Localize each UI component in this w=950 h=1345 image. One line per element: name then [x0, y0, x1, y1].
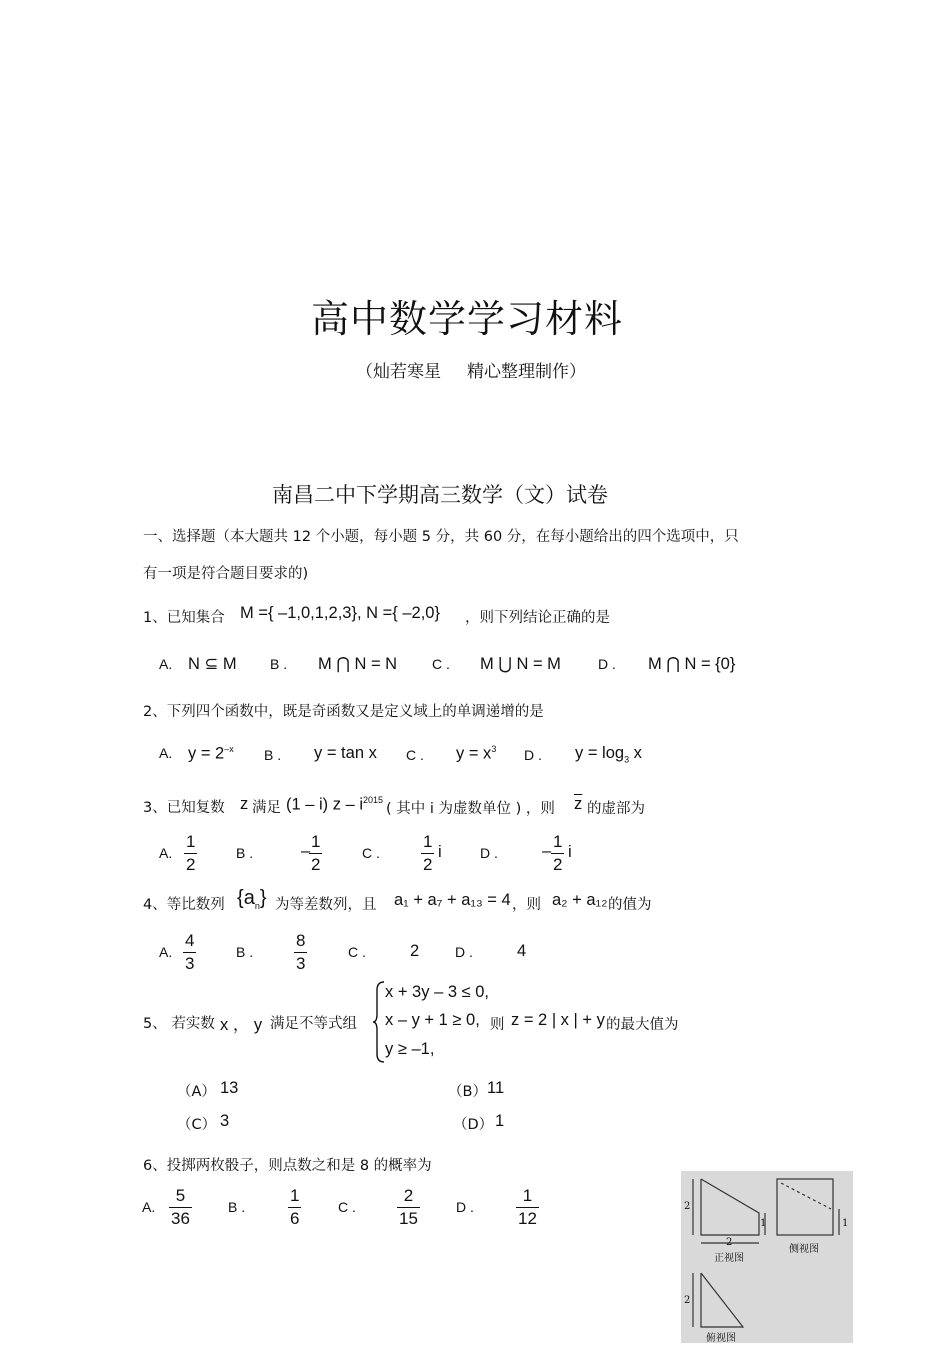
q2-option-d-label: D .	[524, 747, 542, 763]
q4-option-d: 4	[517, 942, 527, 960]
q1-option-b: M ⋂ N = N	[318, 655, 398, 673]
q2-option-a-label: A.	[159, 745, 173, 761]
q5-system-brace	[372, 980, 386, 1064]
q2-option-b-label: B .	[264, 747, 282, 763]
top-view-label: 俯视图	[706, 1333, 736, 1344]
figure-dim-front-height: 2	[684, 1201, 691, 1212]
q3-mid2: ( 其中 i 为虚数单位 ) ，则	[386, 801, 555, 817]
q3-option-d-label: D .	[480, 845, 498, 861]
q3-expression: (1 – i) z – $i^{2015}$	[286, 795, 384, 814]
section-instructions-line1: 一、选择题（本大题共 12 个小题，每小题 5 分，共 60 分，在每小题给出的四个选项中，只	[143, 529, 739, 545]
q4-expression: a₁ + a₇ + a₁₃ = 4	[394, 891, 511, 909]
q6-option-b-label: B .	[228, 1199, 246, 1215]
q3-option-b-sign: –	[301, 842, 311, 860]
q4-option-a-label: A.	[159, 944, 173, 960]
q6-option-a-label: A.	[142, 1199, 156, 1215]
q3-suffix: 的虚部为	[587, 801, 645, 817]
q3-option-a: $\frac{1}{2}$	[186, 832, 196, 874]
q6-stem: 6、投掷两枚骰子，则点数之和是 8 的概率为	[143, 1158, 432, 1174]
q2-option-c-label: C .	[406, 747, 424, 763]
q5-option-c: 3	[220, 1112, 230, 1130]
q1-option-c: M ⋃ N = M	[480, 655, 561, 673]
q4-sequence: $\{a_n\}$	[237, 887, 267, 911]
q6-option-c-label: C .	[338, 1199, 356, 1215]
q3-option-d: $\frac{1}{2}$	[553, 832, 563, 874]
figure-dim-front-right: 1	[760, 1218, 767, 1229]
front-view-shape	[701, 1179, 759, 1235]
q5-option-b: 11	[487, 1079, 505, 1097]
q5-option-d-label: （D）	[453, 1117, 494, 1133]
q3-option-c-unit: i	[438, 843, 442, 861]
q5-inequality-2: x – y + 1 ≥ 0,	[385, 1011, 480, 1029]
side-view-label: 侧视图	[789, 1244, 819, 1255]
q5-option-b-label: （B）	[448, 1084, 487, 1100]
q2-option-d: $y = \log_3 x$	[575, 744, 642, 765]
q4-option-b: $\frac{8}{3}$	[296, 931, 306, 973]
q1-option-d-label: D .	[598, 656, 616, 672]
figure-dim-top-height: 2	[684, 1295, 691, 1306]
q4-suffix: 的值为	[608, 897, 652, 913]
q5-option-a-label: （A）	[177, 1084, 216, 1100]
figure-dim-front-width: 2	[726, 1237, 733, 1248]
top-view-shape	[701, 1273, 743, 1327]
q5-mid: 满足不等式组	[270, 1016, 357, 1032]
figure-dim-side-right: 1	[842, 1218, 849, 1229]
q3-z-conjugate: $\overline{z}$	[574, 795, 583, 813]
q6-option-a: $\frac{5}{36}$	[171, 1186, 190, 1228]
q5-inequality-1: x + 3y – 3 ≤ 0,	[385, 983, 489, 1001]
q3-prefix: 3、已知复数	[143, 800, 225, 816]
q6-option-d: $\frac{1}{12}$	[518, 1186, 537, 1228]
three-view-drawing	[681, 1171, 853, 1343]
q3-option-a-label: A.	[159, 845, 173, 861]
page-title: 高中数学学习材料	[311, 297, 624, 341]
q2-option-c: $y = x^3$	[456, 744, 497, 763]
q2-stem: 2、下列四个函数中，既是奇函数又是定义域上的单调递增的是	[143, 704, 544, 720]
q4-option-c: 2	[410, 942, 420, 960]
q4-prefix: 4、等比数列	[143, 897, 225, 913]
q3-option-b-label: B .	[236, 845, 254, 861]
q6-option-d-label: D .	[456, 1199, 474, 1215]
section-instructions-line2: 有一项是符合题目要求的)	[143, 566, 309, 582]
front-view-label: 正视图	[714, 1253, 744, 1264]
q6-option-c: $\frac{2}{15}$	[399, 1186, 418, 1228]
q3-option-c-label: C .	[362, 845, 380, 861]
subtitle-note: 精心整理制作）	[467, 362, 586, 382]
q1-option-a: N ⊆ M	[188, 655, 237, 673]
q4-expression-2: a₂ + a₁₂	[552, 891, 608, 909]
q1-option-d: M ⋂ N = {0}	[648, 655, 736, 673]
q1-expression: M ={ –1,0,1,2,3}, N ={ –2,0}	[240, 604, 440, 622]
q4-mid2: ，则	[512, 897, 541, 913]
q3-option-d-sign: –	[542, 842, 552, 860]
q4-option-c-label: C .	[348, 944, 366, 960]
q3-option-b: $\frac{1}{2}$	[311, 832, 321, 874]
q5-mid2: 则	[490, 1017, 505, 1033]
q1-option-c-label: C .	[432, 656, 450, 672]
q3-option-c: $\frac{1}{2}$	[423, 832, 433, 874]
q4-option-d-label: D .	[455, 944, 473, 960]
q6-option-b: $\frac{1}{6}$	[290, 1186, 300, 1228]
q5-option-a: 13	[220, 1079, 239, 1097]
q2-option-a: $y = 2^{-x}$	[188, 744, 234, 763]
q5-variables: x ， y	[220, 1016, 263, 1034]
side-view-shape	[777, 1179, 833, 1235]
q3-variable-z: z	[240, 795, 249, 813]
q5-option-d: 1	[495, 1112, 505, 1130]
subtitle-author: （灿若寒星	[356, 362, 441, 382]
q3-option-d-unit: i	[568, 843, 572, 861]
q1-prefix: 1、已知集合	[143, 610, 225, 626]
exam-title: 南昌二中下学期高三数学（文）试卷	[272, 483, 608, 507]
q3-mid1: 满足	[252, 800, 281, 816]
q4-mid: 为等差数列，且	[275, 897, 377, 913]
q1-option-b-label: B .	[270, 656, 288, 672]
q4-option-b-label: B .	[236, 944, 254, 960]
q1-suffix: ，则下列结论正确的是	[465, 610, 610, 626]
q5-option-c-label: （C）	[177, 1117, 217, 1133]
q1-option-a-label: A.	[159, 656, 173, 672]
three-view-figure	[681, 1171, 853, 1343]
q2-option-b: y = tan x	[314, 744, 377, 762]
q5-inequality-3: y ≥ –1,	[385, 1040, 435, 1058]
q5-suffix: 的最大值为	[606, 1017, 679, 1033]
q5-objective: z = 2 | x | + y	[511, 1011, 605, 1029]
q5-prefix: 5、 若实数	[143, 1016, 215, 1032]
q4-option-a: $\frac{4}{3}$	[185, 931, 195, 973]
